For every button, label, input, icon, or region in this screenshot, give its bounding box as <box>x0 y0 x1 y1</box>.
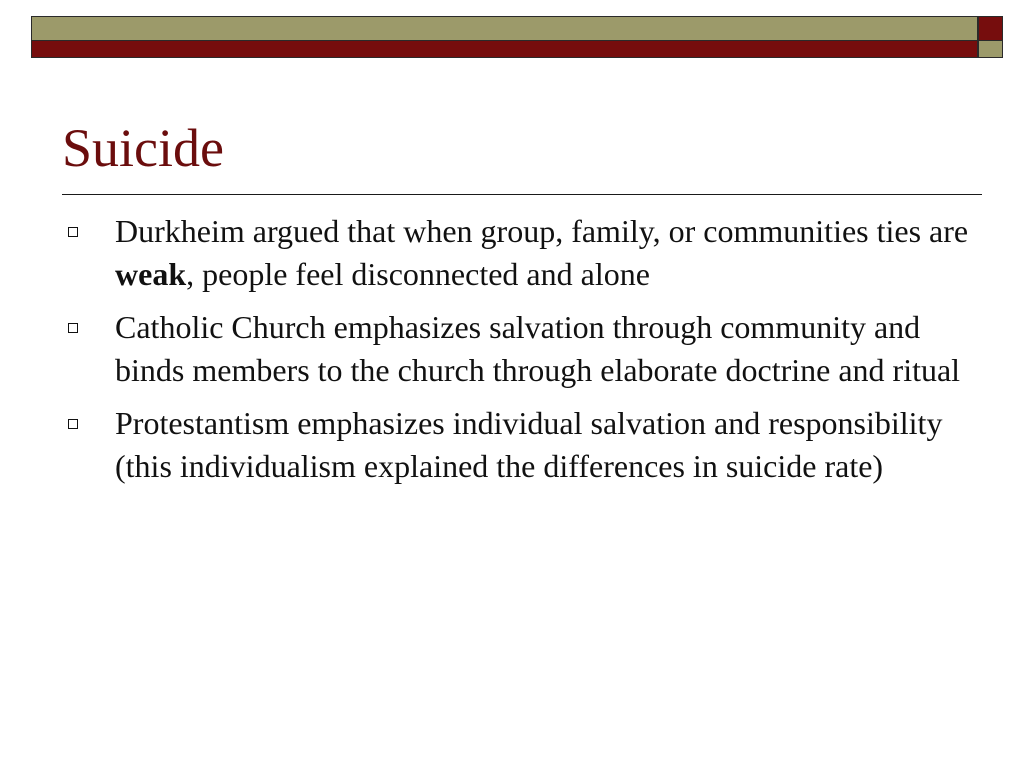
bullet-text-part: , people feel disconnected and alone <box>186 256 650 292</box>
hollow-square-bullet-icon <box>68 227 78 237</box>
hollow-square-bullet-icon <box>68 323 78 333</box>
bullet-text-part: Durkheim argued that when group, family, or communities ties are <box>115 213 969 249</box>
bullet-text: Catholic Church emphasizes salvation through community and binds members to the church through elaborate doctrine and ritual <box>115 309 961 388</box>
title-divider <box>62 194 982 195</box>
header-band-maroon <box>31 41 978 58</box>
hollow-square-bullet-icon <box>68 419 78 429</box>
bullet-text: Protestantism emphasizes individual salvation and responsibility (this individualism explained the differences in suicide rate) <box>115 405 943 484</box>
header-corner-square-maroon <box>978 16 1003 41</box>
slide-title: Suicide <box>62 118 224 178</box>
bullet-item <box>62 306 972 392</box>
bullet-bold-word: weak <box>115 256 187 292</box>
header-corner-square-olive <box>978 41 1003 58</box>
bullet-list <box>62 210 972 498</box>
bullet-item <box>62 210 972 296</box>
header-band-olive <box>31 16 978 41</box>
bullet-item <box>62 402 972 488</box>
